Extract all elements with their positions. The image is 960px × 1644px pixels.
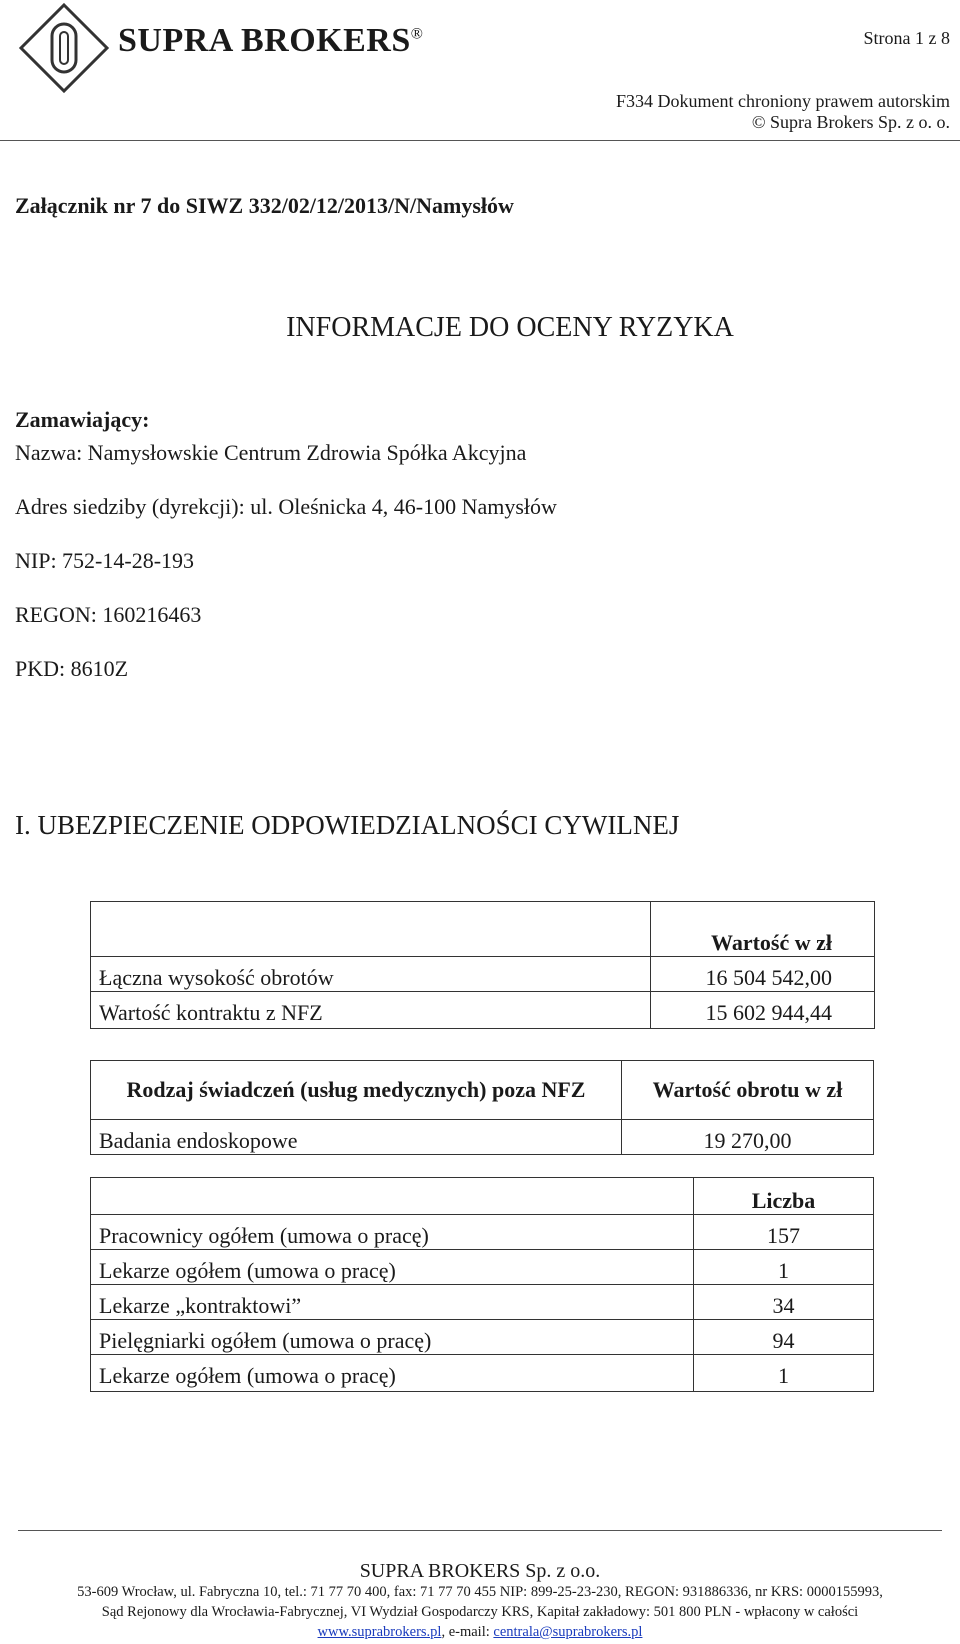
table-header-row [91,1178,874,1215]
table-cell-label: Lekarze ogółem (umowa o pracę) [91,1250,694,1285]
orderer-nip: NIP: 752-14-28-193 [15,548,195,573]
annex-title: Załącznik nr 7 do SIWZ 332/02/12/2013/N/Namysłów [15,193,514,218]
table-header-cell: Liczba [694,1178,874,1215]
table-row [91,957,875,992]
footer-registry-line: Sąd Rejonowy dla Wrocławia-Fabrycznej, VI Wydział Gospodarczy KRS, Kapitał zakładowy: 501 800 PLN - wpłacony w całości [101,1604,859,1620]
table-row [91,1215,874,1250]
orderer-address: Adres siedziby (dyrekcji): ul. Oleśnicka 4, 46-100 Namysłów [15,494,557,519]
table-header-row [91,902,875,957]
table-cell-value: 1 [694,1355,874,1392]
table-cell-label: Lekarze „kontraktowi” [91,1285,694,1320]
table-cell-value: 19 270,00 [622,1120,874,1155]
table-cell-value: 1 [694,1250,874,1285]
table-row [91,1250,874,1285]
table-header-row [91,1061,874,1120]
footer-address-line: 53-609 Wrocław, ul. Fabryczna 10, tel.: 71 77 70 400, fax: 71 77 70 455 NIP: 899-25-23-230, REGON: 931886336, nr KRS: 0000155993, [77,1584,883,1600]
doc-copyright-line: F334 Dokument chroniony prawem autorskim [616,91,950,111]
table-cell-label: Łączna wysokość obrotów [91,957,651,992]
turnover-table [90,901,875,1029]
table-row [91,1355,874,1392]
orderer-regon: REGON: 160216463 [15,602,202,627]
table-cell-value: 15 602 944,44 [651,992,875,1029]
table-header-cell: Rodzaj świadczeń (usług medycznych) poza NFZ [91,1061,622,1120]
orderer-pkd: PKD: 8610Z [15,656,129,681]
table-cell-value: 94 [694,1320,874,1355]
page-number: Strona 1 z 8 [863,28,950,48]
table-cell-label: Wartość kontraktu z NFZ [91,992,651,1029]
footer-company: SUPRA BROKERS Sp. z o.o. [359,1560,601,1582]
email-link[interactable]: centrala@suprabrokers.pl [493,1624,643,1640]
page-title: INFORMACJE DO OCENY RYZYKA [286,312,734,343]
table-header-cell [91,1178,694,1215]
table-cell-label: Pielęgniarki ogółem (umowa o pracę) [91,1320,694,1355]
brand-name [118,22,423,60]
services-table [90,1060,874,1155]
table-header-cell [91,902,651,957]
table-row [91,1120,874,1155]
table-cell-label: Pracownicy ogółem (umowa o pracę) [91,1215,694,1250]
orderer-name: Nazwa: Namysłowskie Centrum Zdrowia Spółka Akcyjna [15,440,527,465]
supra-brokers-logo-icon [18,2,110,94]
email-prefix: , e-mail: [441,1624,494,1640]
header-divider [0,140,960,141]
section-title: I. UBEZPIECZENIE ODPOWIEDZIALNOŚCI CYWILNEJ [15,810,680,840]
website-link[interactable]: www.suprabrokers.pl [317,1624,442,1640]
registered-mark: ® [410,25,424,43]
staff-table [90,1177,874,1392]
doc-owner-line: © Supra Brokers Sp. z o. o. [751,112,950,132]
table-cell-value: 157 [694,1215,874,1250]
table-cell-label: Lekarze ogółem (umowa o pracę) [91,1355,694,1392]
table-header-cell: Wartość obrotu w zł [622,1061,874,1120]
table-row [91,1285,874,1320]
table-cell-value: 34 [694,1285,874,1320]
table-cell-label: Badania endoskopowe [91,1120,622,1155]
table-cell-value: 16 504 542,00 [651,957,875,992]
table-header-cell: Wartość w zł [651,902,875,957]
table-row [91,1320,874,1355]
brand-text: SUPRA BROKERS [118,22,411,59]
table-row [91,992,875,1029]
orderer-label: Zamawiający: [15,407,150,432]
footer-divider [18,1530,942,1531]
footer-contact-line [0,1624,960,1641]
